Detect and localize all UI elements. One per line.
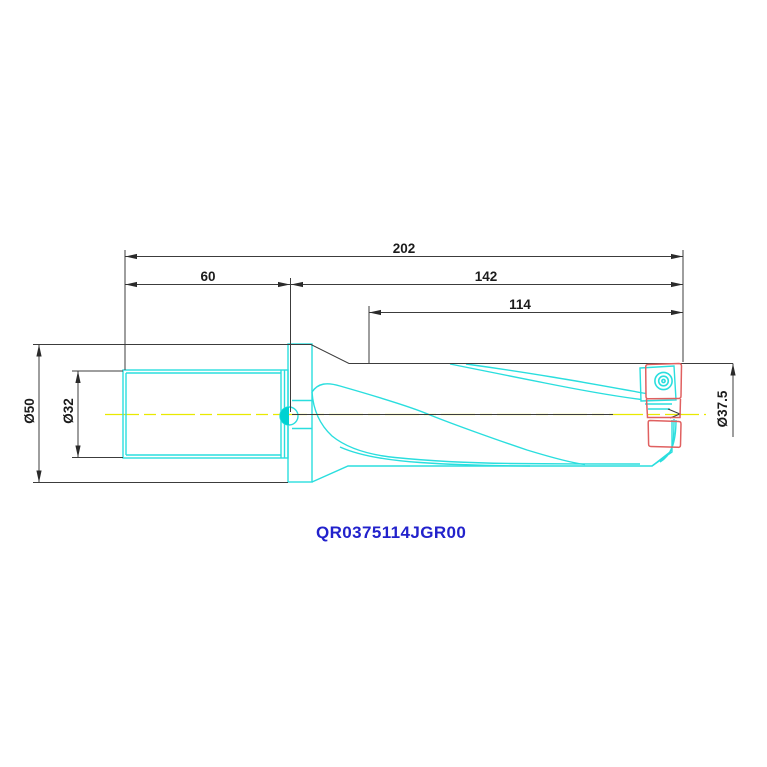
arrow-right-icon: [278, 282, 290, 287]
body-bottom-edge: [312, 419, 674, 482]
drill-geometry: [123, 344, 676, 482]
flute-curve: [312, 392, 640, 464]
drill-flange: [288, 344, 312, 482]
drill-dark-edges: [288, 345, 685, 419]
screw-center-dot: [662, 379, 665, 382]
body-top-edge: [288, 345, 685, 364]
arrow-right-icon: [671, 254, 683, 259]
arrow-left-icon: [125, 282, 137, 287]
dim-label-d50: Ø50: [22, 398, 37, 424]
flute-curve: [450, 364, 641, 400]
arrow-up-icon: [75, 371, 80, 383]
screw-inner-ring: [659, 376, 669, 386]
dimension-arrows: [36, 254, 735, 483]
tip-edge-lines: [652, 420, 676, 466]
arrow-up-icon: [730, 364, 735, 376]
dimension-lines: [33, 250, 733, 483]
dim-label-d37-5: Ø37.5: [715, 390, 730, 428]
clamp-lines: [645, 404, 672, 409]
screw-outer-ring: [655, 372, 672, 389]
dim-label-202: 202: [392, 241, 416, 256]
dim-label-d32: Ø32: [61, 398, 76, 424]
arrow-left-icon: [291, 282, 303, 287]
dim-label-114: 114: [509, 297, 531, 312]
part-number-label: QR0375114JGR00: [316, 523, 467, 542]
arrow-left-icon: [369, 310, 381, 315]
arrow-up-icon: [36, 345, 41, 357]
arrow-down-icon: [36, 471, 41, 483]
dim-label-60: 60: [200, 269, 216, 284]
chisel-edge-marks: [668, 409, 680, 418]
insert-screw: [655, 372, 672, 389]
arrow-right-icon: [671, 310, 683, 315]
flute-curve: [466, 364, 646, 394]
arrow-left-icon: [125, 254, 137, 259]
arrow-down-icon: [75, 446, 80, 458]
dim-label-142: 142: [474, 269, 498, 284]
arrow-right-icon: [671, 282, 683, 287]
dimension-labels: [22, 241, 730, 427]
